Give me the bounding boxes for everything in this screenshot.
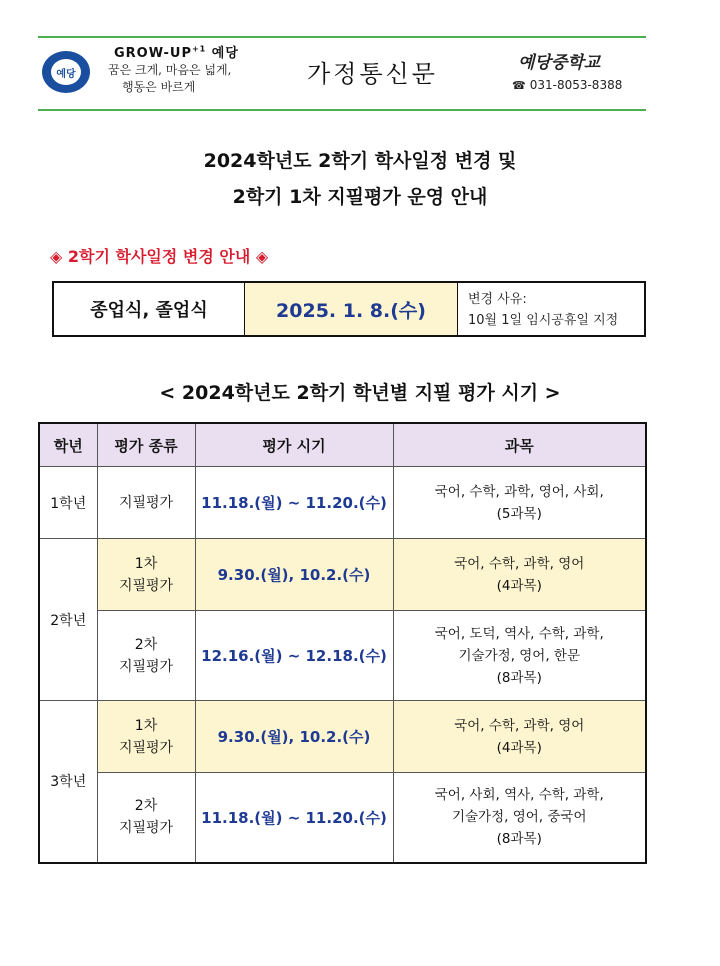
phone-icon: ☎ — [512, 79, 526, 92]
exam-type-line: 지필평가 — [118, 739, 174, 756]
subjects-line: 국어, 사회, 역사, 수학, 과학, — [434, 787, 604, 804]
exam-schedule-table — [38, 422, 647, 864]
subjects-cell — [393, 539, 646, 611]
subjects-line: 국어, 수학, 과학, 영어 — [454, 717, 585, 734]
exam-type-round: 1차 — [134, 555, 158, 572]
change-date: 2025. 1. 8.(수) — [245, 283, 458, 335]
motto-line-1: 꿈은 크게, 마음은 넓게, — [108, 63, 232, 77]
subjects-count: (4과목) — [496, 577, 542, 594]
table-row — [39, 611, 646, 701]
subjects-count: (4과목) — [496, 739, 542, 756]
school-motto — [108, 62, 268, 96]
col-header-subjects: 과목 — [393, 423, 646, 467]
exam-type-cell — [97, 467, 195, 539]
brand-suffix: 예당 — [211, 46, 239, 61]
document-type-title: 가정통신문 — [307, 60, 438, 88]
table-row — [39, 467, 646, 539]
motto-line-2: 행동은 바르게 — [122, 80, 196, 94]
col-header-type: 평가 종류 — [97, 423, 195, 467]
subjects-line-2: 기술가정, 영어, 중국어 — [451, 809, 587, 826]
schedule-change-heading: ◈ 2학기 학사일정 변경 안내 ◈ — [50, 247, 269, 266]
subjects-line: 국어, 도덕, 역사, 수학, 과학, — [434, 625, 604, 642]
exam-type-line: 지필평가 — [118, 577, 174, 594]
grade-cell: 2학년 — [39, 539, 97, 701]
exam-type-round: 1차 — [134, 717, 158, 734]
table-row — [39, 539, 646, 611]
table-row — [39, 773, 646, 863]
col-header-period: 평가 시기 — [195, 423, 393, 467]
brand-name: GROW-UP — [114, 46, 192, 61]
school-name: 예당중학교 — [518, 53, 601, 73]
exam-period-cell: 9.30.(월), 10.2.(수) — [195, 539, 393, 611]
brand-sup: +1 — [191, 44, 207, 54]
exam-type-line: 지필평가 — [118, 494, 174, 511]
subjects-cell — [393, 701, 646, 773]
subjects-count: (5과목) — [496, 505, 542, 522]
grade-cell: 1학년 — [39, 467, 97, 539]
change-event: 종업식, 졸업식 — [54, 283, 245, 335]
phone-number — [512, 78, 622, 92]
header-bottom-rule — [38, 109, 646, 111]
exam-type-cell — [97, 539, 195, 611]
exam-type-line: 지필평가 — [118, 658, 174, 675]
phone-text: 031-8053-8388 — [529, 78, 623, 92]
exam-type-line: 지필평가 — [118, 820, 174, 837]
brand-slogan — [114, 42, 239, 61]
exam-period-cell: 11.18.(월) ~ 11.20.(수) — [195, 773, 393, 863]
main-title-line-1: 2024학년도 2학기 학사일정 변경 및 — [203, 150, 517, 172]
school-logo — [42, 51, 90, 93]
change-reason — [458, 283, 644, 335]
col-header-grade: 학년 — [39, 423, 97, 467]
exam-type-round: 2차 — [134, 636, 158, 653]
change-reason-label: 변경 사유: — [468, 292, 527, 307]
table-header-row — [39, 423, 646, 467]
exam-type-cell — [97, 701, 195, 773]
exam-type-round: 2차 — [134, 798, 158, 815]
exam-type-cell — [97, 611, 195, 701]
subjects-cell — [393, 467, 646, 539]
main-title-line-2: 2학기 1차 지필평가 운영 안내 — [232, 186, 488, 208]
subjects-line-2: 기술가정, 영어, 한문 — [458, 647, 580, 664]
subjects-count: (8과목) — [496, 669, 542, 686]
exam-period-cell: 9.30.(월), 10.2.(수) — [195, 701, 393, 773]
schedule-change-box — [52, 281, 646, 337]
subjects-line: 국어, 수학, 과학, 영어 — [454, 555, 585, 572]
subjects-cell — [393, 773, 646, 863]
subjects-count: (8과목) — [496, 831, 542, 848]
school-logo-text: 예당 — [51, 59, 81, 85]
grade-cell: 3학년 — [39, 701, 97, 863]
subjects-cell — [393, 611, 646, 701]
exam-type-cell — [97, 773, 195, 863]
exam-period-cell: 11.18.(월) ~ 11.20.(수) — [195, 467, 393, 539]
exam-period-cell: 12.16.(월) ~ 12.18.(수) — [195, 611, 393, 701]
exam-schedule-title: < 2024학년도 2학기 학년별 지필 평가 시기 > — [159, 382, 561, 404]
header-top-rule — [38, 36, 646, 38]
change-reason-text: 10월 1일 임시공휴일 지정 — [468, 313, 619, 328]
subjects-line: 국어, 수학, 과학, 영어, 사회, — [434, 483, 604, 500]
table-row — [39, 701, 646, 773]
